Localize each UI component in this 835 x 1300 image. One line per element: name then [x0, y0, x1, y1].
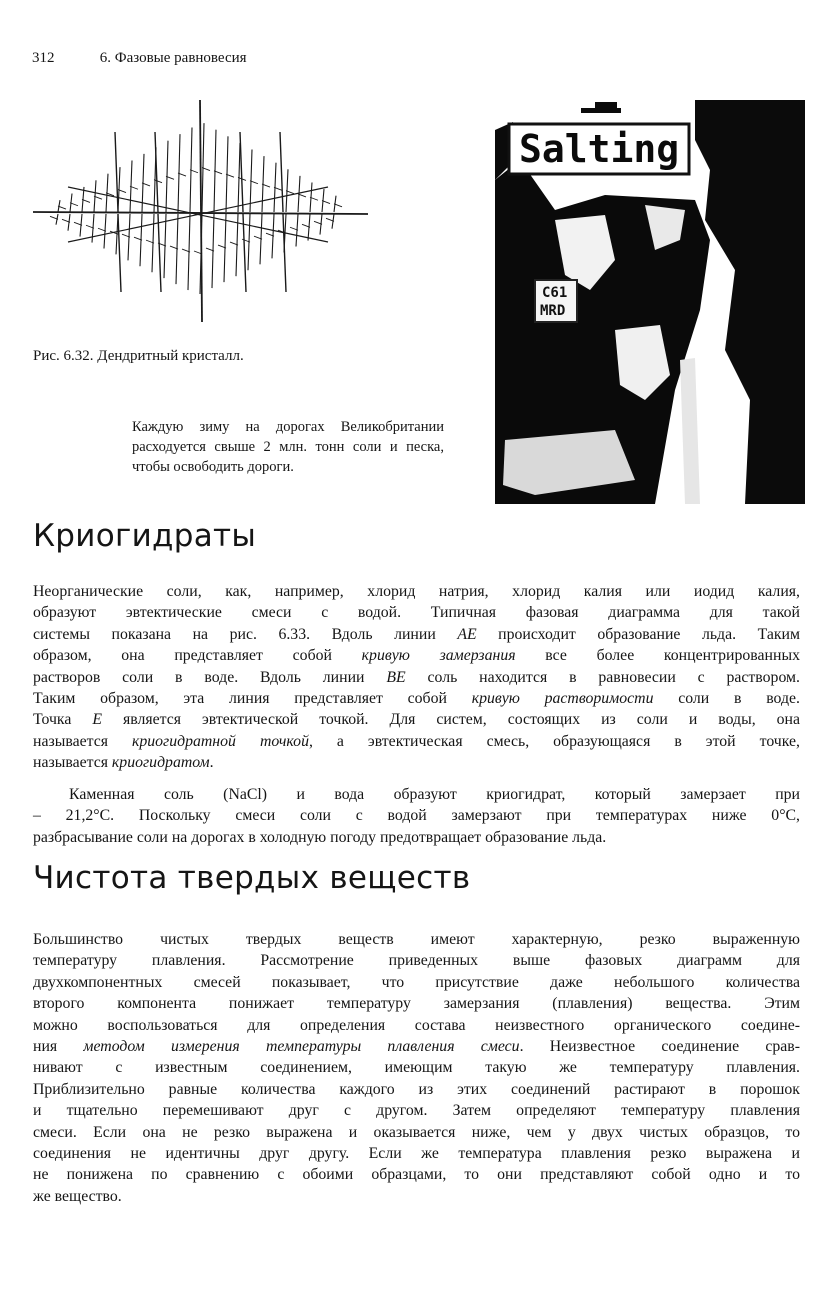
- text-line: Таким образом, эта линия представляет собой кривую растворимости соли в воде.: [33, 690, 800, 708]
- text-line: и тщательно перемешивают друг с другом. Затем определяют температуру плавления: [33, 1102, 800, 1120]
- text-line: температуру плавления. Рассмотрение приведенных выше фазовых диаграмм для: [33, 952, 800, 970]
- text-line: можно воспользоваться для определения состава неизвестного органического соедине-: [33, 1016, 800, 1034]
- text-line: второго компонента понижает температуру замерзания (плавления) вещества. Этим: [33, 995, 800, 1013]
- text-line: растворов соли в воде. Вдоль линии BE соль находится в равновесии с раствором.: [33, 668, 800, 686]
- crystal-branch: [158, 214, 161, 292]
- italic-term: кривую замерзания: [361, 647, 516, 665]
- paragraph-purity: [33, 929, 800, 1207]
- crystal-branch: [115, 132, 118, 212]
- text-line: Точка E является эвтектической точкой. Для систем, состоящих из соли и воды, она: [33, 711, 801, 729]
- photo-caption: Каждую зиму на дорогах Великобритании расходуется свыше 2 млн. тонн соли и песка, чтобы освободить дороги.: [132, 419, 444, 475]
- running-header: [32, 50, 247, 67]
- italic-term: методом измерения температуры плавления смеси: [83, 1038, 520, 1056]
- figure-caption: Рис. 6.32. Дендритный кристалл.: [33, 348, 244, 364]
- sign-text: Salting: [519, 127, 680, 171]
- text-line: соединения не идентичны друг другу. Если же температура плавления резко выражена и: [33, 1145, 800, 1163]
- text-line: ния методом измерения температуры плавления смеси. Неизвестное соединение срав-: [33, 1038, 800, 1056]
- text-line: системы показана на рис. 6.33. Вдоль линии AE происходит образование льда. Таким: [33, 625, 800, 643]
- dendrite-crystal-figure: [28, 92, 373, 327]
- section-heading-cryohydrates: Криогидраты: [33, 518, 257, 554]
- italic-term: криогидратом: [111, 754, 210, 772]
- section-heading-purity: Чистота твердых веществ: [33, 860, 471, 896]
- text-line: не понижена по сравнению с обоими образцами, то они представляют собой одно и то: [33, 1166, 800, 1184]
- text-line: называется криогидратом.: [33, 754, 214, 772]
- plate-line-1: C61: [542, 285, 568, 301]
- text-line: Каменная соль (NaCl) и вода образуют криогидрат, который замерзает при: [69, 786, 800, 803]
- text-line: смеси. Если она не резко выражена и оказывается ниже, чем у двух чистых образцов, то: [33, 1123, 800, 1141]
- salting-truck-photo: [495, 100, 805, 504]
- paragraph-rock-salt: [33, 784, 800, 848]
- italic-term: криогидратной точкой: [131, 732, 309, 750]
- italic-term: AE: [457, 625, 477, 643]
- text-line: нивают с известным соединением, имеющим такую же температуру плавления.: [33, 1059, 800, 1077]
- text-line: разбрасывание соли на дорогах в холодную погоду предотвращает образование льда.: [33, 828, 607, 846]
- text-line: Приблизительно равные количества каждого из этих соединений растирают в порошок: [33, 1080, 800, 1098]
- text-line: образуют эвтектические смеси с водой. Типичная фазовая диаграмма для такой: [33, 604, 800, 622]
- text-line: Неорганические соли, как, например, хлорид натрия, хлорид калия или иодид калия,: [33, 583, 800, 600]
- italic-term: BE: [386, 668, 406, 686]
- italic-term: кривую растворимости: [471, 690, 654, 708]
- text-line: образом, она представляет собой кривую замерзания все более концентрированных: [33, 647, 800, 665]
- text-line: Большинство чистых твердых веществ имеют характерную, резко выраженную: [33, 931, 800, 948]
- crystal-branch: [280, 132, 283, 212]
- page-number: 312: [32, 50, 55, 66]
- crystal-branch: [118, 214, 121, 292]
- text-line: двухкомпонентных смесей показывает, что присутствие даже небольшого количества: [33, 973, 800, 991]
- crystal-branch: [240, 132, 243, 212]
- crystal-branch: [243, 214, 246, 292]
- italic-term: E: [92, 711, 102, 729]
- paragraph-cryohydrates: [33, 581, 800, 774]
- plate-line-2: MRD: [540, 303, 566, 319]
- chapter-title: 6. Фазовые равновесия: [99, 50, 247, 66]
- text-line: же вещество.: [33, 1187, 122, 1205]
- text-line: – 21,2°C. Поскольку смеси соли с водой замерзают при температурах ниже 0°C,: [33, 807, 800, 825]
- text-line: называется криогидратной точкой, а эвтектическая смесь, образующаяся в этой точке,: [33, 732, 800, 750]
